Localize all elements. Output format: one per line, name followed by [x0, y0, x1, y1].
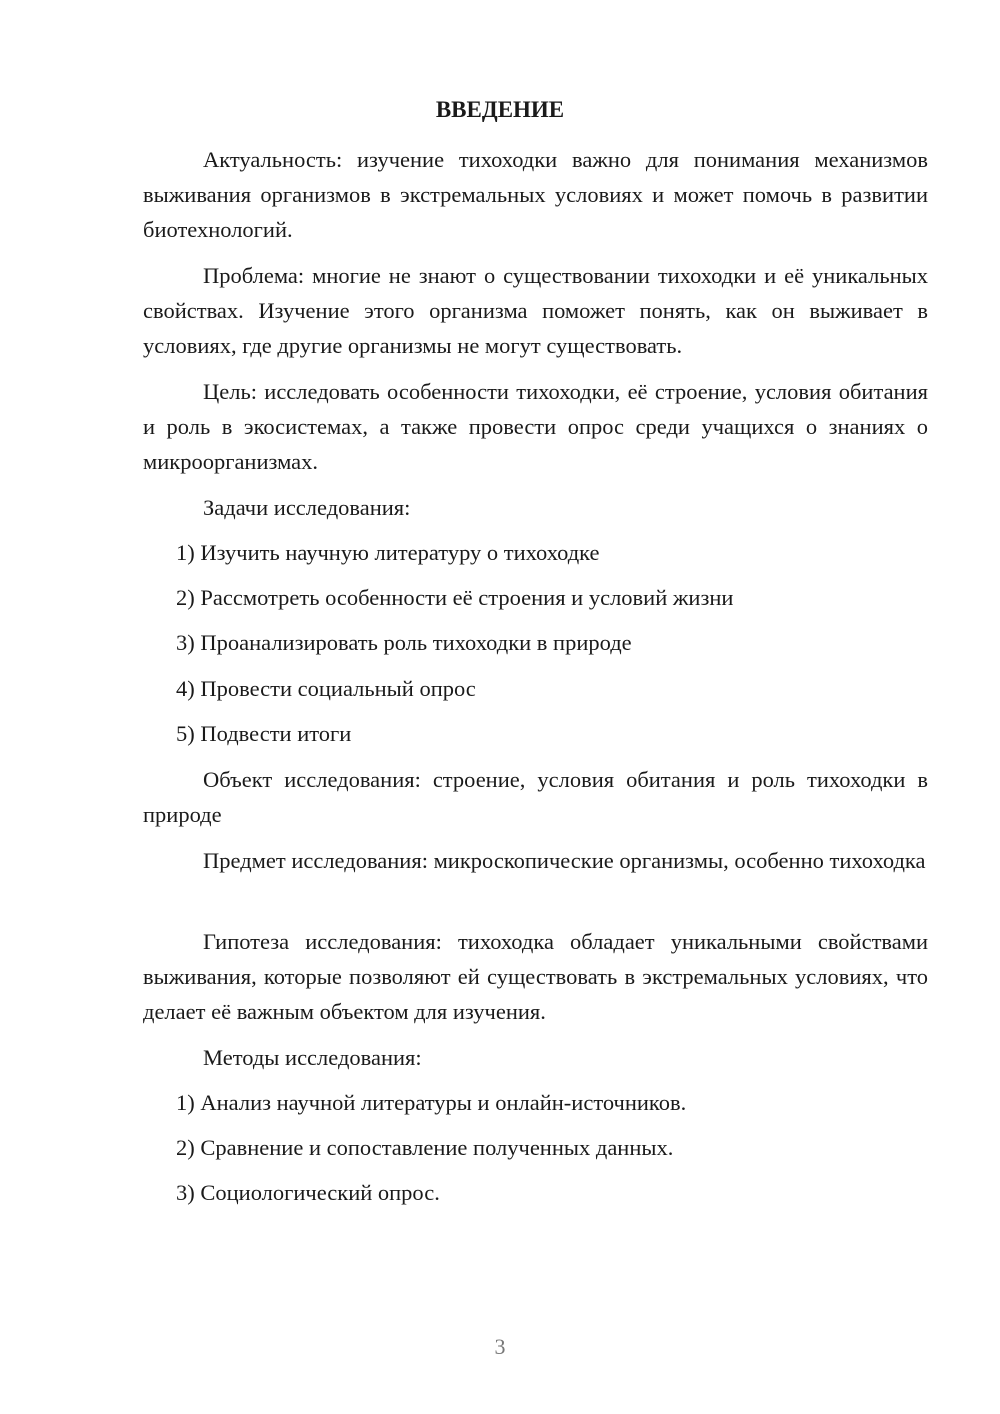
task-item-3: 3) Проанализировать роль тихоходки в природе [176, 630, 632, 655]
subject-paragraph: Предмет исследования: микроскопические организмы, особенно тихоходка [203, 848, 926, 873]
relevance-paragraph: Актуальность: изучение тихоходки важно для понимания механизмов выживания организмов в экстремальных условиях и может помочь в развитии биотехнологий. [143, 147, 928, 242]
hypothesis-paragraph: Гипотеза исследования: тихоходка обладает уникальными свойствами выживания, которые позволяют ей существовать в экстремальных условиях, что делает её важным объектом для изучения. [143, 929, 928, 1024]
task-item-4: 4) Провести социальный опрос [176, 676, 476, 701]
task-item-2: 2) Рассмотреть особенности её строения и условий жизни [176, 585, 734, 610]
task-item-5: 5) Подвести итоги [176, 721, 352, 746]
methods-heading: Методы исследования: [203, 1045, 422, 1070]
goal-paragraph: Цель: исследовать особенности тихоходки, её строение, условия обитания и роль в экосистемах, а также провести опрос среди учащихся о знаниях о микроорганизмах. [143, 379, 928, 474]
task-item-1: 1) Изучить научную литературу о тихоходке [176, 540, 600, 565]
tasks-heading: Задачи исследования: [203, 495, 411, 520]
page-number: 3 [494, 1334, 506, 1359]
method-item-2: 2) Сравнение и сопоставление полученных данных. [176, 1135, 674, 1160]
method-item-3: 3) Социологический опрос. [176, 1180, 440, 1205]
page-title: ВВЕДЕНИЕ [435, 97, 565, 122]
problem-paragraph: Проблема: многие не знают о существовании тихоходки и её уникальных свойствах. Изучение этого организма поможет понять, как он выживает в условиях, где другие организмы не могут существовать. [143, 263, 928, 358]
object-paragraph: Объект исследования: строение, условия обитания и роль тихоходки в природе [143, 767, 928, 827]
method-item-1: 1) Анализ научной литературы и онлайн-источников. [176, 1090, 687, 1115]
